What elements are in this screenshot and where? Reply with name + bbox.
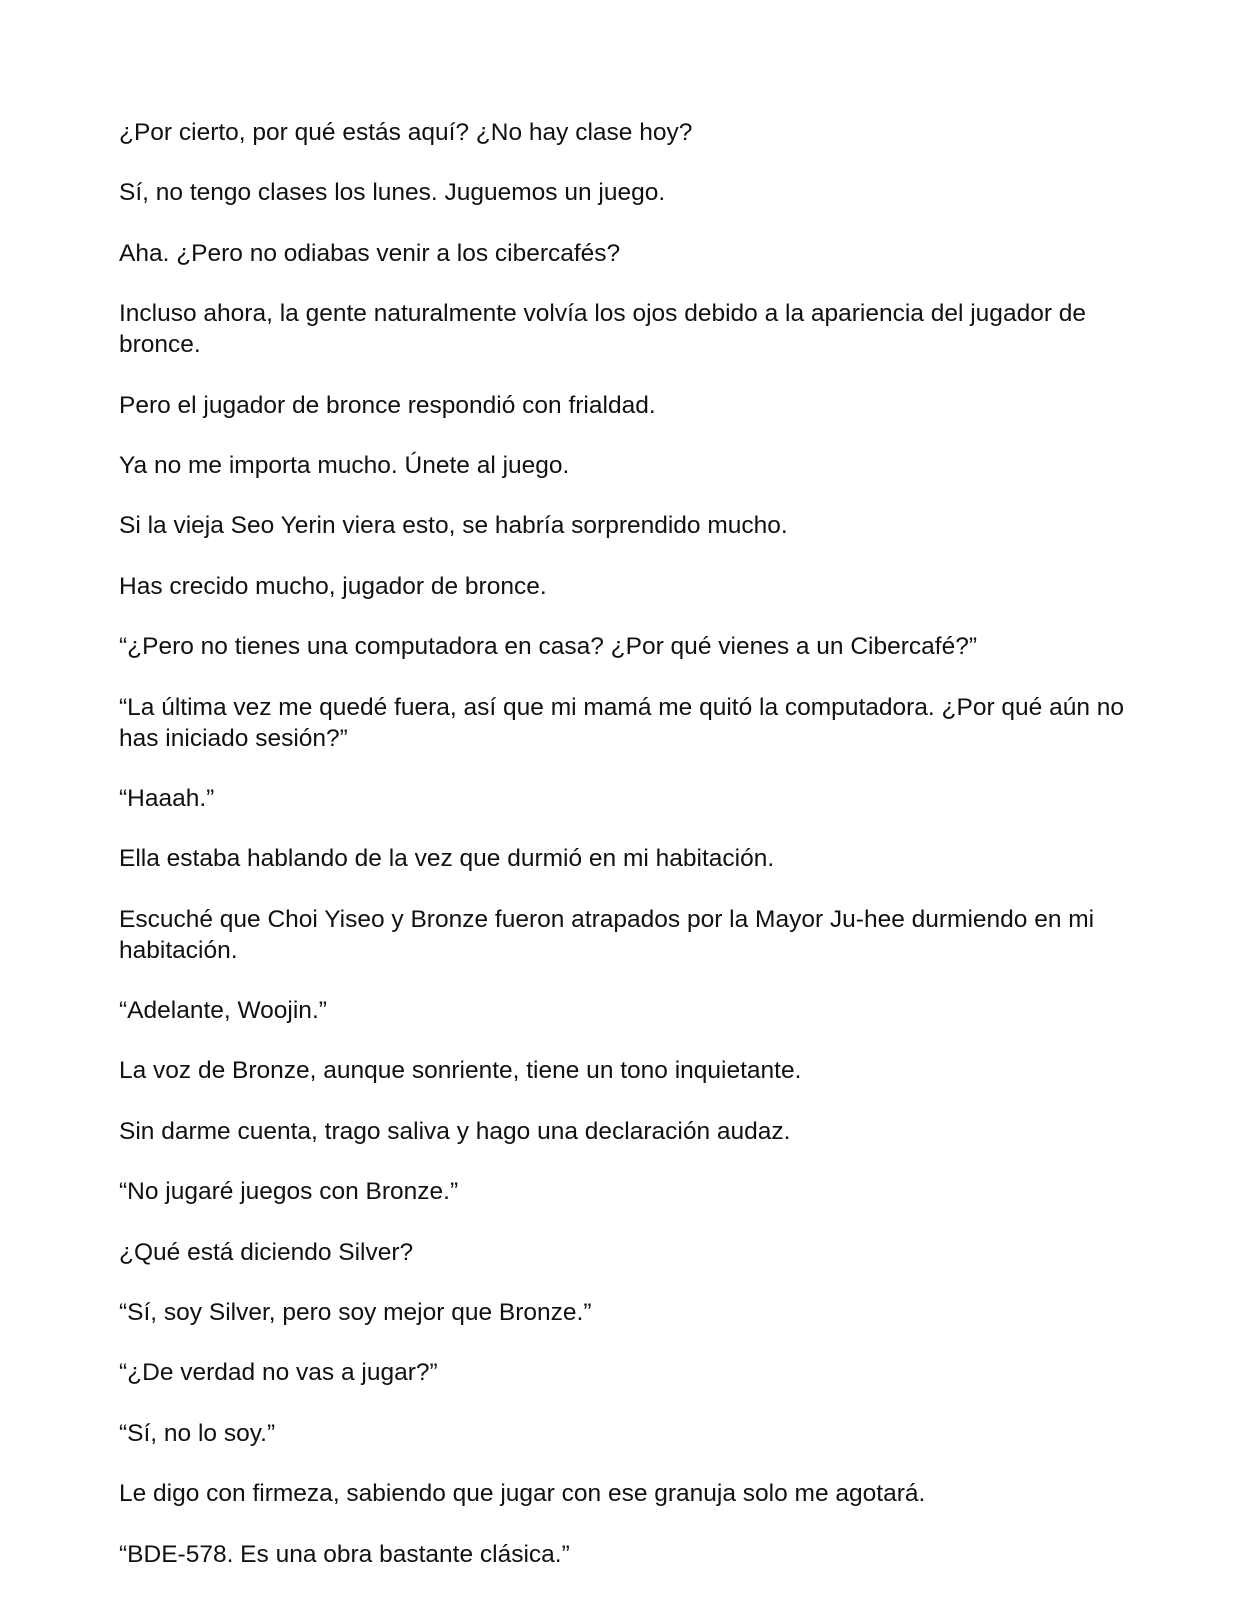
paragraph: Ella estaba hablando de la vez que durmió en mi habitación.: [119, 845, 775, 873]
paragraph: ¿Qué está diciendo Silver?: [119, 1238, 414, 1266]
paragraph: Escuché que Choi Yiseo y Bronze fueron atrapados por la Mayor Ju-hee durmiendo en mi habitación.: [119, 905, 1095, 964]
paragraph: La voz de Bronze, aunque sonriente, tiene un tono inquietante.: [119, 1057, 802, 1085]
paragraph: Sin darme cuenta, trago saliva y hago una declaración audaz.: [119, 1117, 791, 1145]
paragraph: Sí, no tengo clases los lunes. Juguemos un juego.: [119, 179, 666, 207]
paragraph: “Sí, soy Silver, pero soy mejor que Bronze.”: [119, 1299, 592, 1327]
paragraph: Aha. ¿Pero no odiabas venir a los cibercafés?: [119, 239, 621, 267]
paragraph: “Haaah.”: [119, 784, 215, 812]
paragraph: “¿De verdad no vas a jugar?”: [119, 1359, 438, 1387]
paragraph: “BDE-578. Es una obra bastante clásica.”: [119, 1540, 570, 1568]
paragraph: Pero el jugador de bronce respondió con frialdad.: [119, 391, 656, 419]
paragraph: “Sí, no lo soy.”: [119, 1419, 276, 1447]
paragraph: Has crecido mucho, jugador de bronce.: [119, 572, 547, 600]
paragraph: Ya no me importa mucho. Únete al juego.: [119, 451, 570, 479]
paragraph: “La última vez me quedé fuera, así que mi mamá me quitó la computadora. ¿Por qué aún no has iniciado sesión?”: [119, 693, 1125, 752]
paragraph: Incluso ahora, la gente naturalmente volvía los ojos debido a la apariencia del jugador de bronce.: [119, 300, 1087, 359]
paragraph: “¿Pero no tienes una computadora en casa? ¿Por qué vienes a un Cibercafé?”: [119, 633, 978, 661]
paragraph: “Adelante, Woojin.”: [119, 997, 327, 1025]
text-body: [119, 117, 1129, 1599]
paragraph: “No jugaré juegos con Bronze.”: [119, 1178, 459, 1206]
paragraph: Le digo con firmeza, sabiendo que jugar con ese granuja solo me agotará.: [119, 1480, 926, 1508]
paragraph: Si la vieja Seo Yerin viera esto, se habría sorprendido mucho.: [119, 512, 788, 540]
paragraph: ¿Por cierto, por qué estás aquí? ¿No hay clase hoy?: [119, 119, 693, 146]
